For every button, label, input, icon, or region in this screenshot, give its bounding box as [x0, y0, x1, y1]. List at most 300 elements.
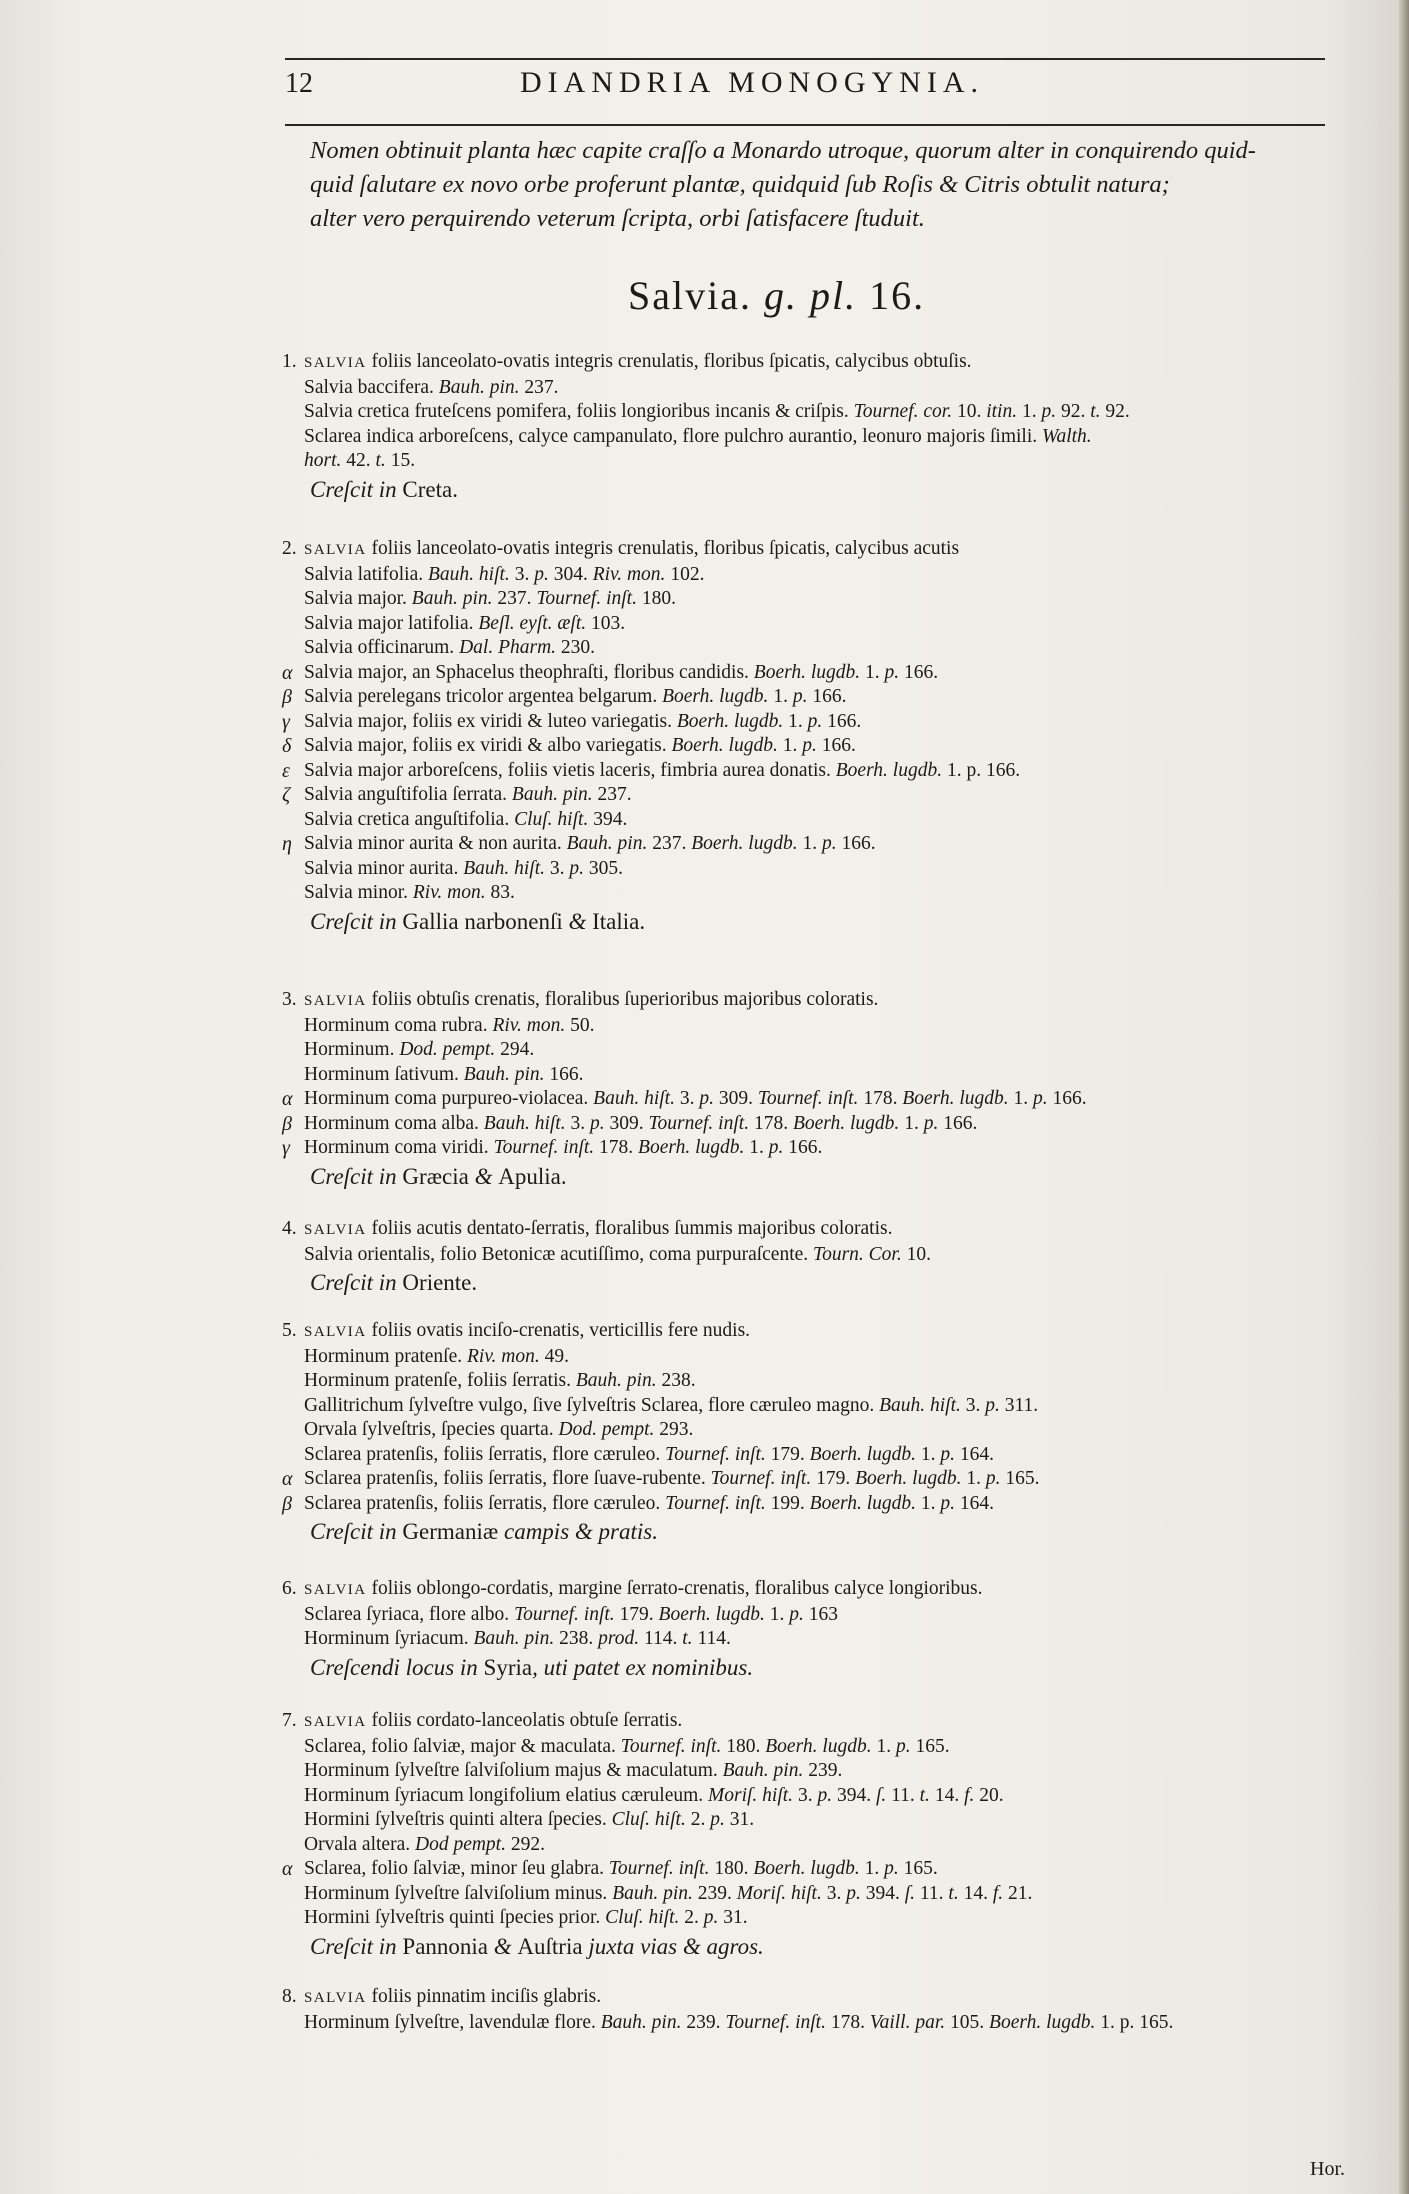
synonym-line [282, 1038, 1362, 1063]
text-run: 50. [565, 1014, 595, 1036]
variety-line [282, 759, 1362, 784]
text-run: Creſcit in [310, 1163, 403, 1189]
text-run: Tourn. Cor. [813, 1243, 902, 1265]
text-run: , uti patet ex nominibus. [532, 1654, 754, 1680]
species-number: 4. [282, 1218, 297, 1239]
text-run: Dod. pempt. [399, 1039, 496, 1060]
text-run: Tournef. inſt. [620, 1735, 722, 1757]
text-run: 105. [945, 2011, 990, 2033]
text-run: Riv. mon. [412, 882, 486, 903]
species-entry [282, 350, 1362, 506]
text-run: Salvia baccifera. [304, 376, 439, 398]
text-run: novo [470, 171, 518, 198]
text-run: Citris [964, 171, 1021, 198]
running-title: DIANDRIA MONOGYNIA. [520, 66, 984, 99]
text-run: 164. [955, 1492, 995, 1514]
text-run: orbe proferunt plantæ, quidquid ſub [517, 171, 883, 198]
intro-line [310, 168, 1370, 202]
text-run: 3. [821, 1882, 847, 1904]
text-run: 1. [764, 1603, 790, 1625]
text-run: campis & pratis. [503, 1519, 658, 1544]
text-run: Creſcit in [310, 908, 403, 934]
text-run: 179. [614, 1603, 659, 1625]
text-run: Salvia orientalis, folio Betonicæ acutiſſimo, coma purpuraſcente. [304, 1243, 814, 1265]
text-run: 166. [822, 710, 862, 732]
variety-line [282, 832, 1362, 857]
text-run: Salvia minor. [304, 882, 413, 903]
text-run: 1. [797, 833, 822, 854]
text-run: Moriſ. hiſt. [708, 1784, 794, 1806]
text-run: Salvia major. [304, 588, 412, 609]
habitat-line [282, 1931, 1362, 1963]
text-run: 178. [594, 1137, 639, 1158]
genus-name: Salvia. [628, 273, 752, 318]
text-run: 163 [803, 1603, 839, 1625]
text-run: p. [789, 1603, 804, 1625]
text-run: foliis ovatis inciſo-crenatis, verticillis fere nudis. [371, 1320, 751, 1341]
text-run: 1. [916, 1492, 941, 1514]
text-run: & [474, 1163, 499, 1189]
species-diagnosis [282, 350, 1362, 376]
text-run: Orvala altera. [304, 1833, 415, 1855]
text-run: t. [375, 450, 386, 471]
text-run: 83. [485, 882, 515, 903]
text-run: Tournef. inſt. [514, 1603, 615, 1625]
text-run: Horminum coma viridi. [304, 1137, 494, 1158]
text-run: 1. p. 166. [942, 759, 1021, 781]
text-run: Boerh. lugdb. [662, 686, 769, 707]
text-run: ſcripta, orbi ſatisfacere ſtuduit. [615, 205, 925, 232]
variety-line [282, 1112, 1362, 1137]
variety-line [282, 685, 1362, 710]
text-run: foliis lanceolato-ovatis integris crenulatis, floribus ſpicatis, calycibus obtuſis. [371, 351, 972, 372]
synonym-line [282, 1808, 1362, 1833]
text-run: 293. [654, 1419, 694, 1440]
running-header [285, 58, 1325, 126]
text-run: 3. [674, 1088, 700, 1109]
text-run: 1. [899, 1112, 924, 1134]
synonym-line [282, 449, 1362, 474]
text-run: 394. [860, 1882, 905, 1904]
text-run: 1. [777, 735, 803, 756]
synonym-line [282, 1443, 1362, 1468]
text-run: Tournef. cor. [853, 401, 953, 422]
text-run: Creta. [402, 476, 458, 502]
text-run: Creſcit in [310, 1270, 403, 1295]
synonym-line [282, 1394, 1362, 1419]
species-diagnosis [282, 1217, 1362, 1243]
text-run: Bauh. hiſt. [428, 563, 510, 585]
text-run: Horminum pratenſe. [304, 1345, 467, 1367]
text-run: utroque, quorum alter in conquirendo quid- [821, 137, 1256, 164]
habitat-line [282, 1267, 1362, 1299]
text-run: foliis obtuſis crenatis, floralibus ſuperioribus majoribus coloratis. [371, 989, 879, 1010]
text-run: 292. [505, 1833, 545, 1855]
text-run: Horminum coma rubra. [304, 1014, 493, 1036]
text-run: p. [821, 833, 837, 854]
text-run: Salvia latifolia. [304, 563, 429, 585]
text-run: 166. [1047, 1088, 1087, 1109]
text-run: 11. [886, 1784, 920, 1806]
text-run: Boerh. lugdb. [671, 735, 778, 756]
text-run: alter vero perquirendo [310, 205, 537, 232]
species-entry [282, 1319, 1362, 1548]
text-run: itin. [986, 401, 1018, 422]
text-run: Auſtria [517, 1933, 589, 1959]
text-run: Sclarea, folio ſalviæ, minor ſeu glabra. [304, 1858, 609, 1879]
variety-line [282, 1136, 1362, 1161]
text-run: 166. [783, 1137, 823, 1158]
text-run: Bauh. pin. [575, 1370, 657, 1391]
text-run: Dod pempt. [414, 1833, 506, 1855]
species-entry [282, 1985, 1362, 2035]
text-run: 1. [961, 1468, 986, 1489]
text-run: Bauh. pin. [612, 1882, 693, 1904]
text-run: Sclarea pratenſis, foliis ſerratis, flore ſuave-rubente. [304, 1468, 711, 1489]
text-run: Salvia minor aurita. [304, 857, 464, 879]
intro-line [310, 134, 1370, 168]
text-run: Boerh. lugdb. [658, 1603, 765, 1625]
text-run: 304. [548, 563, 593, 585]
intro-paragraph [310, 134, 1370, 236]
habitat-line [282, 906, 1362, 938]
text-run: p. [1033, 1088, 1048, 1109]
text-run: Boerh. lugdb. [989, 2011, 1096, 2033]
text-run: 165. [910, 1735, 950, 1757]
page-edge [1399, 0, 1409, 2194]
variety-marker: γ [282, 1137, 290, 1159]
text-run: 230. [556, 637, 596, 658]
text-run: 103. [586, 612, 626, 634]
text-run: 102. [665, 563, 705, 585]
species-diagnosis [282, 1709, 1362, 1735]
text-run: 394. [588, 808, 628, 830]
text-run: Horminum ſylveſtre ſalviſolium majus & maculatum. [304, 1760, 723, 1781]
text-run: Horminum coma alba. [304, 1112, 484, 1134]
variety-marker: ζ [282, 784, 291, 806]
text-run: 1. [860, 661, 885, 683]
text-run: Creſcit in [310, 1933, 403, 1959]
text-run: Dal. Pharm. [459, 637, 557, 658]
text-run: Salvia major, an Sphacelus theophraſti, floribus candidis. [304, 661, 754, 683]
text-run: Hormini ſylveſtris quinti ſpecies prior. [304, 1907, 606, 1928]
text-run: p. [884, 661, 900, 683]
synonym-line [282, 857, 1362, 882]
text-run: 21. [1003, 1882, 1033, 1904]
text-run: Orvala ſylveſtris, ſpecies quarta. [304, 1419, 559, 1440]
text-run: p. [710, 1809, 725, 1830]
variety-marker: α [282, 1858, 293, 1880]
text-run: 31. [718, 1907, 748, 1928]
text-run: Boerh. lugdb. [809, 1492, 917, 1514]
text-run: p. [940, 1443, 956, 1465]
text-run: p. [884, 1858, 899, 1879]
text-run: Salvia major, foliis ex viridi & luteo variegatis. [304, 710, 677, 732]
text-run: 14. [929, 1784, 965, 1806]
text-run: Horminum pratenſe, foliis ſerratis. [304, 1370, 576, 1391]
species-entry [282, 1217, 1362, 1299]
text-run: Sclarea pratenſis, foliis ſerratis, flore cæruleo. [304, 1492, 666, 1514]
text-run: 14. [958, 1882, 993, 1904]
text-run: 166. [938, 1112, 978, 1134]
text-run: Vaill. par. [869, 2011, 946, 2033]
variety-marker: η [282, 833, 292, 855]
text-run: 165. [1000, 1468, 1040, 1489]
synonym-line [282, 1784, 1362, 1809]
variety-line [282, 1492, 1362, 1517]
text-run: & [568, 908, 593, 934]
text-run: 305. [584, 857, 624, 879]
text-run: p. [923, 1112, 939, 1134]
text-run: Boerh. lugdb. [638, 1137, 745, 1158]
text-run: f. [964, 1784, 975, 1806]
text-run: Tournef. inſt. [493, 1137, 595, 1158]
text-run: 166. [836, 833, 876, 854]
text-run: 166. [816, 735, 856, 756]
species-number: 2. [282, 538, 297, 559]
text-run: p. [1041, 401, 1057, 422]
synonym-line [282, 1627, 1362, 1652]
text-run: Sclarea pratenſis, foliis ſerratis, flore cæruleo. [304, 1443, 666, 1465]
synonym-line [282, 808, 1362, 833]
text-run: Boerh. lugdb. [765, 1735, 872, 1757]
text-run: hort. [304, 450, 342, 471]
species-number: 6. [282, 1578, 297, 1599]
text-run: Sclarea indica arboreſcens, calyce campanulato, flore pulchro aurantio, leonuro majoris ſimili. [304, 425, 1043, 447]
text-run: 178. [858, 1088, 903, 1109]
text-run: Bauh. pin. [600, 2011, 682, 2033]
text-run: Boerh. lugdb. [855, 1468, 962, 1489]
text-run: p. [768, 1137, 784, 1158]
variety-marker: ε [282, 759, 290, 782]
variety-marker: β [282, 686, 292, 708]
text-run: prod. [598, 1628, 640, 1649]
synonym-line [282, 1735, 1362, 1760]
synonym-line [282, 1418, 1362, 1443]
text-run: Beſl. eyſt. æſt. [478, 612, 587, 634]
text-run: 114. [639, 1628, 683, 1649]
text-run: Riv. mon. [592, 563, 666, 585]
synonym-line [282, 563, 1362, 588]
text-run: Syria [483, 1654, 533, 1680]
text-run: foliis oblongo-cordatis, margine ſerrato-crenatis, floralibus calyce longioribus. [371, 1578, 983, 1599]
species-entry [282, 537, 1362, 938]
text-run: Moriſ. hiſt. [736, 1882, 822, 1904]
text-run: Horminum ſyriacum. [304, 1628, 474, 1649]
text-run: Bauh. pin. [511, 784, 593, 805]
variety-marker: α [282, 1468, 293, 1490]
text-run: 238. [554, 1628, 599, 1649]
habitat-line [282, 1652, 1362, 1684]
text-run: ſ. [875, 1784, 887, 1806]
text-run: Boerh. lugdb. [691, 833, 798, 854]
text-run: 3. [545, 857, 570, 879]
text-run: Monardo [731, 137, 822, 164]
genus-reference: g. pl. [763, 273, 858, 318]
synonym-line [282, 1882, 1362, 1907]
text-run: Pannonia [402, 1933, 494, 1959]
text-run: 49. [539, 1345, 569, 1367]
text-run: 114. [692, 1628, 731, 1649]
text-run: Tournef. inſt. [648, 1112, 750, 1134]
text-run: Germaniæ [402, 1519, 504, 1544]
text-run: Creſcendi locus in [310, 1654, 484, 1680]
variety-marker: α [282, 1088, 293, 1110]
text-run: Horminum ſativum. [304, 1063, 464, 1085]
text-run: Gallia narbonenſi [402, 908, 569, 934]
text-run: 3. [960, 1394, 986, 1416]
text-run: Horminum ſylveſtre, lavendulæ flore. [304, 2011, 601, 2033]
variety-marker: δ [282, 735, 292, 757]
text-run: Cluſ. hiſt. [514, 808, 589, 830]
text-run: 237. [519, 376, 559, 398]
species-diagnosis [282, 1577, 1362, 1603]
species-entry [282, 1709, 1362, 1963]
text-run: 180. [636, 588, 676, 609]
text-run: 166. [899, 661, 939, 683]
text-run: p. [817, 1784, 833, 1806]
text-run: 199. [765, 1492, 810, 1514]
text-run: Creſcit in [310, 1519, 403, 1544]
text-run: p. [802, 735, 817, 756]
text-run: 1. [783, 710, 808, 732]
text-run: 92. [1100, 401, 1130, 422]
text-run: Salvia minor aurita & non aurita. [304, 833, 567, 854]
text-run: t. [919, 1784, 930, 1806]
text-run: 178. [749, 1112, 793, 1134]
text-run: Bauh. hiſt. [593, 1088, 675, 1109]
text-run: Horminum. [304, 1039, 400, 1060]
genus-smallcaps: SALVIA [304, 1582, 367, 1598]
text-run: Boerh. lugdb. [753, 661, 861, 683]
text-run: foliis lanceolato-ovatis integris crenulatis, floribus ſpicatis, calycibus acutis [371, 538, 960, 559]
variety-line [282, 1467, 1362, 1492]
text-run: Tournef. inſt. [536, 588, 637, 609]
synonym-line [282, 636, 1362, 661]
text-run: Bauh. pin. [411, 588, 493, 609]
text-run: foliis acutis dentato-ſerratis, floralibus ſummis majoribus coloratis. [371, 1218, 893, 1239]
species-diagnosis [282, 1985, 1362, 2011]
species-entry [282, 988, 1362, 1193]
text-run: 1. [1017, 401, 1042, 422]
genus-smallcaps: SALVIA [304, 1222, 367, 1238]
text-run: 294. [495, 1039, 535, 1060]
text-run: Boerh. lugdb. [792, 1112, 900, 1134]
text-run: 164. [955, 1443, 995, 1465]
text-run: p. [846, 1882, 861, 1904]
text-run: Nomen obtinuit planta hæc capite craſſo a [310, 137, 732, 164]
text-run: Græcia [402, 1163, 475, 1189]
synonym-line [282, 1603, 1362, 1628]
text-run: Gallitrichum ſylveſtre vulgo, ſive ſylveſtris Sclarea, flore cæruleo magno. [304, 1394, 880, 1416]
text-run: Hormini ſylveſtris quinti altera ſpecies. [304, 1809, 612, 1830]
text-run: ſ. [904, 1882, 915, 1904]
text-run: p. [589, 1112, 605, 1134]
text-run: t. [948, 1882, 959, 1904]
text-run: Boerh. lugdb. [835, 759, 943, 781]
text-run: quid ſalutare ex [310, 171, 471, 198]
text-run: 31. [724, 1809, 755, 1830]
text-run: Dod. pempt. [558, 1419, 655, 1440]
text-run: p. [985, 1394, 1000, 1416]
variety-marker: β [282, 1492, 292, 1515]
text-run: Creſcit in [310, 476, 403, 502]
text-run: t. [1090, 401, 1101, 422]
genus-number: 16. [869, 273, 926, 318]
text-run: Cluſ. hiſt. [605, 1907, 680, 1928]
text-run: 238. [656, 1370, 696, 1391]
text-run: obtulit natura; [1020, 171, 1170, 198]
text-run: Tournef. inſt. [725, 2011, 826, 2033]
text-run: & [932, 171, 965, 198]
text-run: 2. [679, 1907, 704, 1928]
species-number: 8. [282, 1986, 297, 2007]
synonym-line [282, 1369, 1362, 1394]
catchword: Hor. [1310, 2158, 1345, 2180]
variety-line [282, 661, 1362, 686]
text-run: foliis cordato-lanceolatis obtuſe ſerratis. [371, 1710, 683, 1731]
text-run: Salvia perelegans tricolor argentea belgarum. [304, 686, 663, 707]
text-run: Salvia cretica fruteſcens pomifera, foliis longioribus incanis & criſpis. [304, 401, 854, 422]
text-run: Sclarea, folio ſalviæ, major & maculata. [304, 1735, 621, 1757]
text-run: Oriente. [402, 1270, 478, 1295]
text-run: 20. [974, 1784, 1004, 1806]
variety-marker: α [282, 661, 293, 684]
text-run: 239. [803, 1760, 843, 1781]
text-run: foliis pinnatim inciſis glabris. [371, 1986, 602, 2007]
text-run: Apulia. [498, 1163, 567, 1189]
text-run: 239. [681, 2011, 726, 2033]
text-run: p. [792, 686, 808, 707]
synonym-line [282, 587, 1362, 612]
genus-smallcaps: SALVIA [304, 1324, 367, 1340]
genus-heading [628, 272, 925, 319]
text-run: 1. [859, 1858, 885, 1879]
genus-smallcaps: SALVIA [304, 355, 367, 371]
text-run: Tournef. inſt. [665, 1492, 766, 1514]
text-run: 166. [807, 686, 847, 707]
text-run: p. [569, 857, 585, 879]
text-run: p. [699, 1088, 714, 1109]
text-run: Salvia major, foliis ex viridi & albo variegatis. [304, 735, 672, 756]
synonym-line [282, 1243, 1362, 1268]
text-run: 10. [901, 1243, 931, 1265]
text-run: 165. [898, 1858, 938, 1879]
text-run: 178. [825, 2011, 870, 2033]
text-run: p. [896, 1735, 911, 1757]
text-run: Bauh. pin. [438, 376, 520, 398]
text-run: Bauh. hiſt. [463, 857, 546, 879]
genus-smallcaps: SALVIA [304, 1714, 367, 1730]
text-run: Boerh. lugdb. [809, 1443, 917, 1465]
genus-smallcaps: SALVIA [304, 993, 367, 1009]
text-run: Tournef. inſt. [757, 1088, 859, 1109]
species-number: 3. [282, 989, 297, 1010]
synonym-line [282, 1906, 1362, 1931]
variety-line [282, 1857, 1362, 1882]
variety-marker: γ [282, 710, 290, 733]
text-run: Boerh. lugdb. [902, 1088, 1009, 1109]
text-run: Salvia officinarum. [304, 637, 460, 658]
synonym-line [282, 1014, 1362, 1039]
synonym-line [282, 612, 1362, 637]
text-run: 3. [509, 563, 535, 585]
text-run: 1. [1008, 1088, 1034, 1109]
text-run: 309. [713, 1088, 758, 1109]
species-entry [282, 1577, 1362, 1684]
text-run: 15. [385, 450, 416, 471]
synonym-line [282, 1063, 1362, 1088]
